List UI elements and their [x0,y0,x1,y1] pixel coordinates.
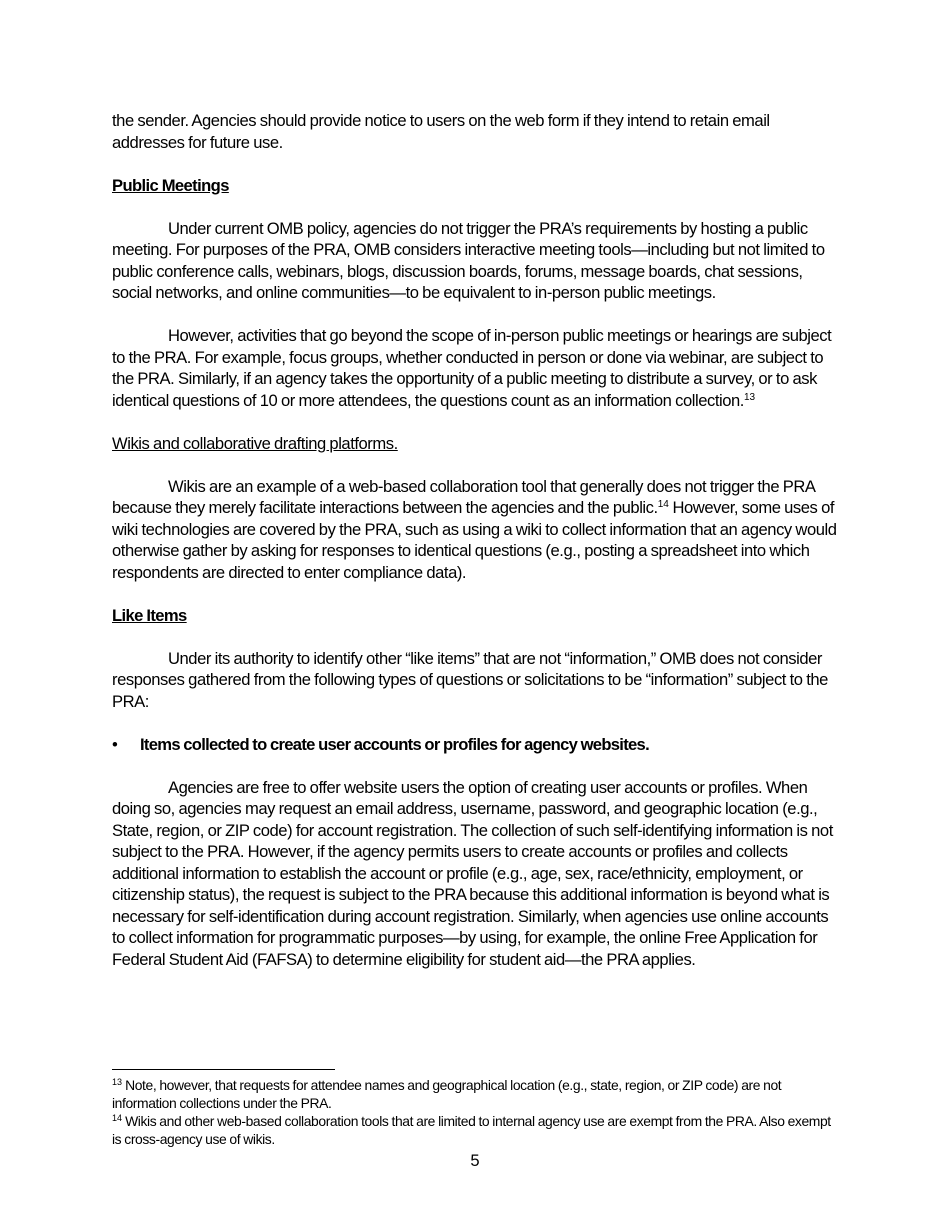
paragraph-like-items: Under its authority to identify other “like items” that are not “information,” OMB does not consider responses gathered from the following types of questions or solicitations to be “information” subject to the PRA: [112,648,828,711]
heading-like-items: Like Items [112,605,187,625]
footnote-text: Note, however, that requests for attendee names and geographical location (e.g., state, region, or ZIP code) are not information collections under the PRA. [112,1077,782,1111]
footnote-number: 14 [112,1113,123,1123]
footnote-number: 13 [112,1077,123,1087]
paragraph-user-accounts: Agencies are free to offer website users the option of creating user accounts or profiles. When doing so, agencies may request an email address, username, password, and geographic location (e.g., State, region, or ZIP code) for account registration. The collection of such self-identifying information is not subject to the PRA. However, if the agency permits users to create accounts or profiles and collects additional information to establish the account or profile (e.g., age, sex, race/ethnicity, employment, or citizenship status), the request is subject to the PRA because this additional information is beyond what is necessary for self-identification during account registration. Similarly, when agencies use online accounts to collect information for programmatic purposes—by using, for example, the online Free Application for Federal Student Aid (FAFSA) to determine eligibility for student aid—the PRA applies. [112,777,833,969]
page-number: 5 [470,1151,480,1170]
footnote-text: Wikis and other web-based collaboration tools that are limited to internal agency use are exempt from the PRA. Also exempt is cross-agency use of wikis. [112,1113,831,1147]
paragraph-wikis [112,476,842,584]
document-body [112,110,842,970]
paragraph-text: However, activities that go beyond the scope of in-person public meetings or hearings are subject to the PRA. For example, focus groups, whether conducted in person or done via webinar, are subject to the PRA. Similarly, if an agency takes the opportunity of a public meeting to distribute a survey, or to ask identical questions of 10 or more attendees, the questions count as an information collection. [112,326,832,410]
paragraph-text: Wikis are an example of a web-based collaboration tool that generally does not trigger the PRA because they merely facilitate interactions between the agencies and the public. [112,476,815,517]
heading-wikis: Wikis and collaborative drafting platforms. [112,433,398,453]
footnote-ref-13[interactable]: 13 [743,391,756,403]
footnotes [112,1076,842,1148]
bullet-item-user-accounts [112,734,842,756]
heading-public-meetings: Public Meetings [112,175,229,195]
footnote-13 [112,1076,842,1112]
footnote-separator [112,1069,335,1070]
bullet-text: Items collected to create user accounts or profiles for agency websites. [140,734,649,754]
footnote-14 [112,1112,842,1148]
paragraph-text: However, some uses of wiki technologies are covered by the PRA, such as using a wiki to collect information that an agency would otherwise gather by asking for responses to identical questions (e.g., posting a spreadsheet into which respondents are directed to enter compliance data). [112,498,837,582]
footnote-ref-14[interactable]: 14 [657,499,669,510]
bullet-icon: • [112,734,118,754]
paragraph-beyond-public-meetings [112,325,842,411]
paragraph-public-meetings-policy: Under current OMB policy, agencies do not trigger the PRA’s requirements by hosting a public meeting. For purposes of the PRA, OMB considers interactive meeting tools—including but not limited to public conference calls, webinars, blogs, discussion boards, forums, message boards, chat sessions, social networks, and online communities—to be equivalent to in-person public meetings. [112,218,825,302]
paragraph-email-retention: the sender. Agencies should provide notice to users on the web form if they intend to retain email addresses for future use. [112,111,770,152]
